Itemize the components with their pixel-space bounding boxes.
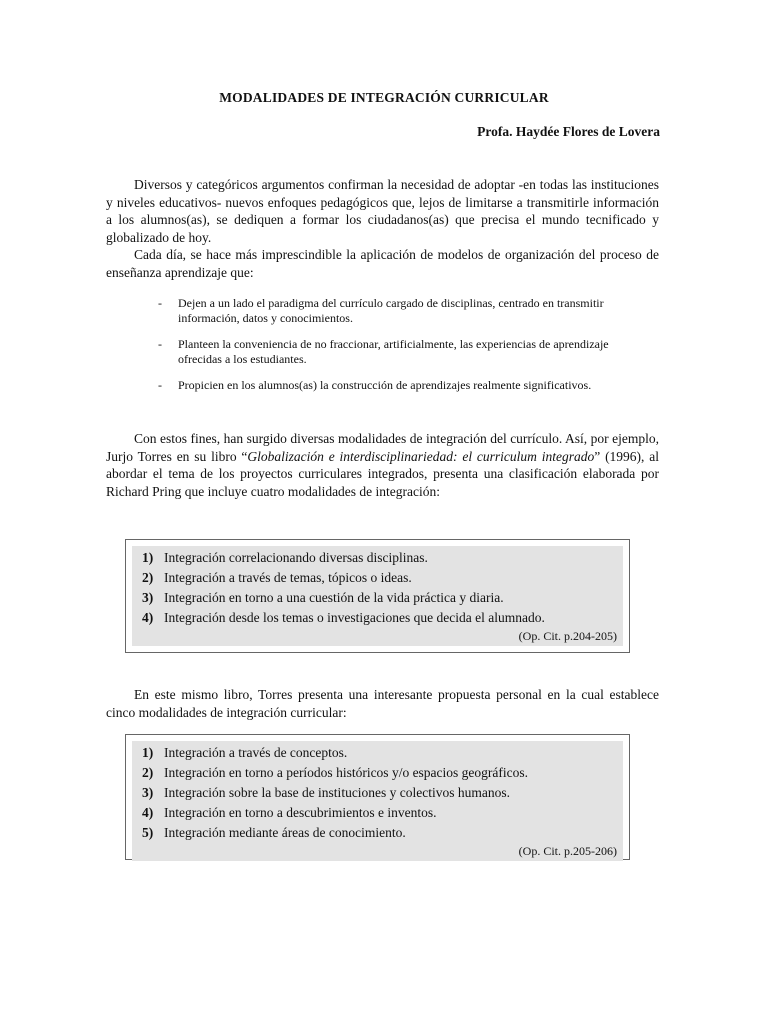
torres-modalities-box: [125, 734, 630, 860]
item-number: 1): [142, 745, 154, 760]
paragraph-text-before: Con estos fines, han surgido diversas modalidades de integración del currículo. Así, por ejemplo, Jurjo Torres en su libro “: [106, 431, 659, 464]
dash-marker: -: [158, 337, 162, 351]
item-number: 4): [142, 805, 154, 820]
list-item-text: Propicien en los alumnos(as) la construcción de aprendizajes realmente significativos.: [178, 378, 592, 392]
modality-item: [142, 783, 617, 803]
modality-item: [142, 588, 617, 608]
intro-section: [106, 176, 659, 281]
item-text: Integración a través de temas, tópicos o ideas.: [164, 570, 412, 585]
item-text: Integración en torno a descubrimientos e inventos.: [164, 805, 437, 820]
modality-item: [142, 823, 617, 843]
list-item-text: Planteen la conveniencia de no fraccionar, artificialmente, las experiencias de aprendizaje ofrecidas a los estudiantes.: [178, 337, 609, 366]
list-item-text: Dejen a un lado el paradigma del currículo cargado de disciplinas, centrado en transmitir información, datos y conocimientos.: [178, 296, 604, 325]
dash-marker: -: [158, 296, 162, 310]
document-author: Profa. Haydée Flores de Lovera: [477, 124, 660, 139]
item-text: Integración mediante áreas de conocimiento.: [164, 825, 406, 840]
book-title: Globalización e interdisciplinariedad: el curriculum integrado: [247, 448, 595, 464]
item-text: Integración sobre la base de instituciones y colectivos humanos.: [164, 785, 511, 800]
item-number: 1): [142, 550, 154, 565]
pring-modalities-box: [125, 539, 630, 653]
item-number: 3): [142, 785, 154, 800]
item-number: 5): [142, 825, 154, 840]
document-title: MODALIDADES DE INTEGRACIÓN CURRICULAR: [219, 90, 549, 105]
list-item: [158, 296, 628, 326]
item-number: 2): [142, 570, 154, 585]
intro-paragraph-2: Cada día, se hace más imprescindible la aplicación de modelos de organización del proceso de enseñanza aprendizaje que:: [106, 247, 659, 280]
item-text: Integración desde los temas o investigaciones que decida el alumnado.: [164, 610, 545, 625]
paragraph-text-after: ” (1996), al abordar el tema de los proyectos curriculares integrados, presenta una clasificación elaborada por Richard Pring que incluye cuatro modalidades de integración:: [106, 448, 659, 499]
dash-marker: -: [158, 378, 162, 392]
item-text: Integración a través de conceptos.: [164, 745, 348, 760]
box-content: [132, 741, 623, 861]
modality-item: [142, 548, 617, 568]
paragraph-torres-proposal: En este mismo libro, Torres presenta una interesante propuesta personal en la cual establece cinco modalidades de integración curricular:: [106, 687, 659, 720]
item-text: Integración en torno a períodos históricos y/o espacios geográficos.: [164, 765, 529, 780]
modality-item: [142, 803, 617, 823]
modality-item: [142, 763, 617, 783]
modality-item: [142, 568, 617, 588]
item-number: 3): [142, 590, 154, 605]
item-number: 2): [142, 765, 154, 780]
item-number: 4): [142, 610, 154, 625]
paragraph-torres-pring: [106, 430, 659, 500]
requirements-list: [158, 296, 628, 404]
box-content: [132, 546, 623, 646]
modality-item: [142, 743, 617, 763]
item-text: Integración correlacionando diversas disciplinas.: [164, 550, 428, 565]
list-item: [158, 378, 628, 393]
item-text: Integración en torno a una cuestión de la vida práctica y diaria.: [164, 590, 504, 605]
citation: (Op. Cit. p.204-205): [518, 629, 617, 643]
intro-paragraph-1: Diversos y categóricos argumentos confirman la necesidad de adoptar -en todas las instituciones y niveles educativos- nuevos enfoques pedagógicos que, lejos de limitarse a transmitirle información a los alumnos(as), se dediquen a formar los ciudadanos(as) que precisa el mundo tecnificado y globalizado de hoy.: [106, 177, 659, 245]
citation: (Op. Cit. p.205-206): [518, 844, 617, 858]
modality-item: [142, 608, 617, 628]
list-item: [158, 337, 628, 367]
